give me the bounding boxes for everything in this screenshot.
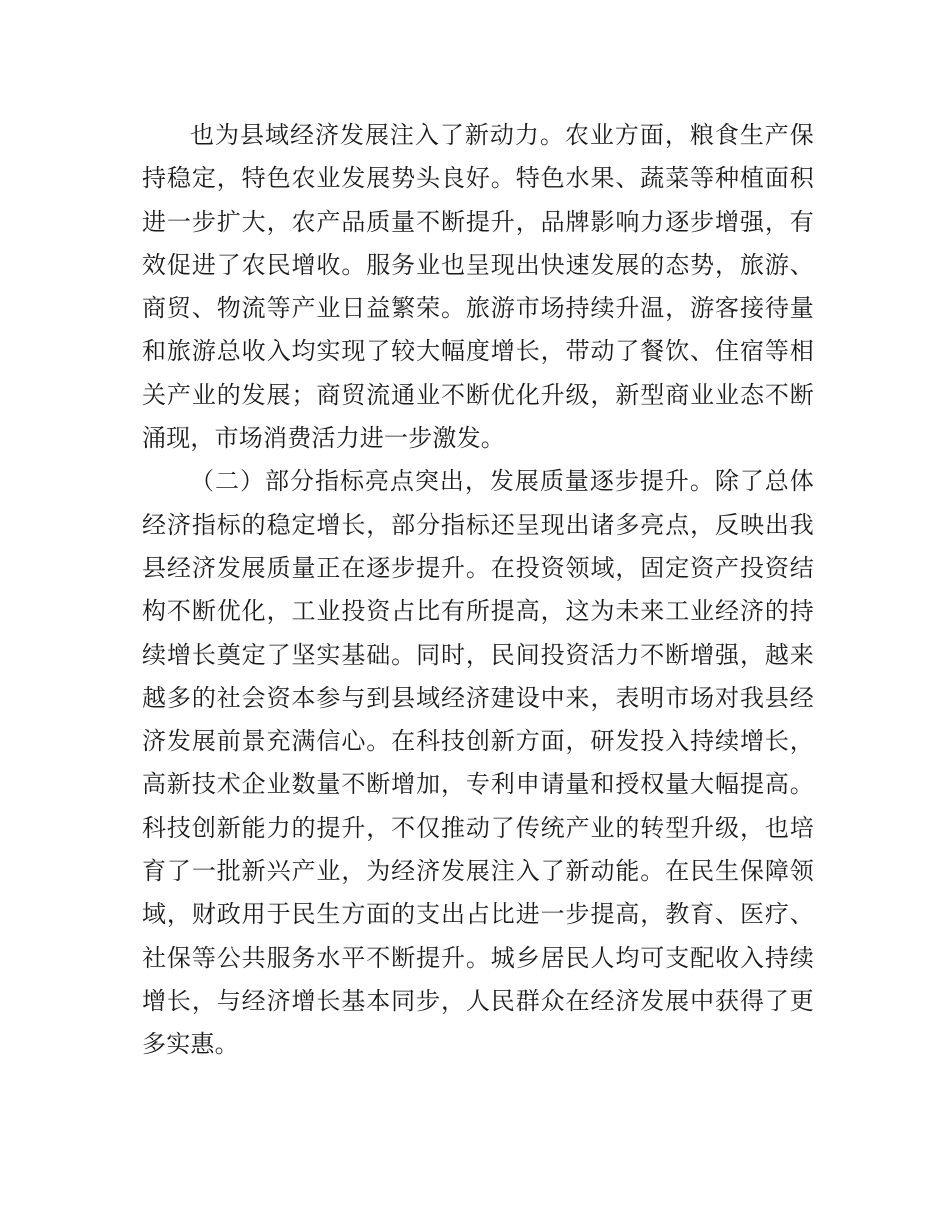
body-paragraph-1: 也为县域经济发展注入了新动力。农业方面，粮食生产保持稳定，特色农业发展势头良好。特色水果、蔬菜等种植面积进一步扩大，农产品质量不断提升，品牌影响力逐步增强，有效促进了农民增收。服务业也呈现出快速发展的态势，旅游、商贸、物流等产业日益繁荣。旅游市场持续升温，游客接待量和旅游总收入均实现了较大幅度增长，带动了餐饮、住宿等相关产业的发展；商贸流通业不断优化升级，新型商业业态不断涌现，市场消费活力进一步激发。 xyxy=(142,121,814,453)
document-body xyxy=(142,114,814,1067)
body-paragraph-2: （二）部分指标亮点突出，发展质量逐步提升。除了总体经济指标的稳定增长，部分指标还呈现出诸多亮点，反映出我县经济发展质量正在逐步提升。在投资领域，固定资产投资结构不断优化，工业投资占比有所提高，这为未来工业经济的持续增长奠定了坚实基础。同时，民间投资活力不断增强，越来越多的社会资本参与到县域经济建设中来，表明市场对我县经济发展前景充满信心。在科技创新方面，研发投入持续增长，高新技术企业数量不断增加，专利申请量和授权量大幅提高。科技创新能力的提升，不仅推动了传统产业的转型升级，也培育了一批新兴产业，为经济发展注入了新动能。在民生保障领域，财政用于民生方面的支出占比进一步提高，教育、医疗、社保等公共服务水平不断提升。城乡居民人均可支配收入持续增长，与经济增长基本同步，人民群众在经济发展中获得了更多实惠。 xyxy=(142,467,814,1059)
